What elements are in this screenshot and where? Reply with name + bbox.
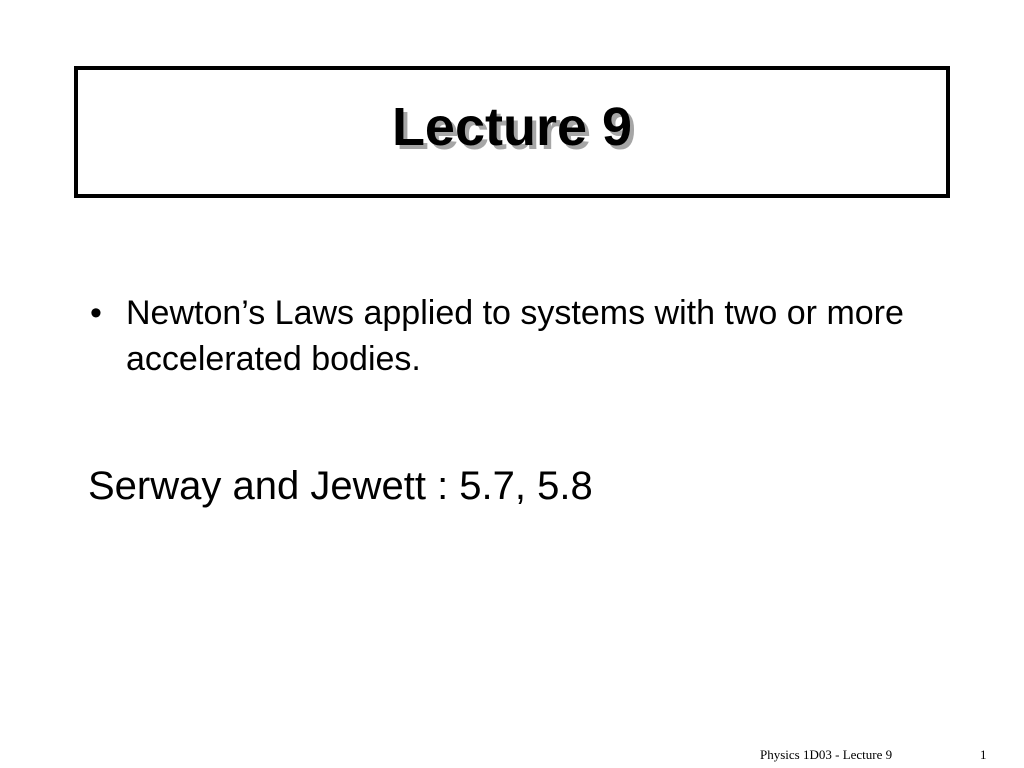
- footer-label: Physics 1D03 - Lecture 9: [760, 747, 893, 762]
- bullet-item: [90, 290, 970, 382]
- slide-title: Lecture 9: [391, 97, 633, 157]
- bullet-text: Newton’s Laws applied to systems with two or more accelerated bodies.: [126, 294, 904, 378]
- title-box: [74, 66, 950, 198]
- bullet-marker: •: [90, 294, 102, 332]
- reading-reference: Serway and Jewett : 5.7, 5.8: [88, 464, 593, 508]
- slide-number: 1: [980, 747, 987, 762]
